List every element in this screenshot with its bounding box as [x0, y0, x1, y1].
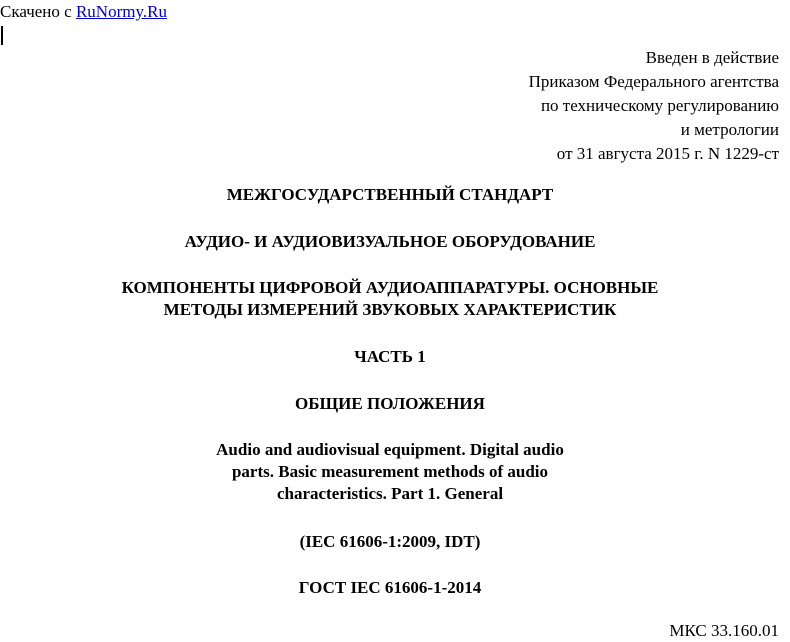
title-sub-line: МЕТОДЫ ИЗМЕРЕНИЙ ЗВУКОВЫХ ХАРАКТЕРИСТИК: [163, 300, 617, 319]
standard-title-main: [0, 231, 780, 253]
title-sub-line: КОМПОНЕНТЫ ЦИФРОВОЙ АУДИОАППАРАТУРЫ. ОСНОВНЫЕ: [121, 278, 659, 297]
standard-title-sub: [0, 277, 780, 321]
enactment-line: и метрологии: [680, 120, 779, 139]
part-title-text: ОБЩИЕ ПОЛОЖЕНИЯ: [295, 394, 485, 413]
iec-reference-text: (IEC 61606-1:2009, IDT): [299, 532, 481, 551]
gost-number-text: ГОСТ IEC 61606-1-2014: [298, 578, 482, 597]
enactment-block: [529, 46, 779, 166]
english-title-line: parts. Basic measurement methods of audio: [231, 462, 549, 481]
gost-number: [0, 577, 780, 599]
source-prefix: Скачено с: [0, 2, 76, 21]
part-number: [0, 346, 780, 368]
part-number-text: ЧАСТЬ 1: [354, 347, 426, 366]
text-cursor: [1, 26, 3, 45]
standard-type: [0, 184, 780, 206]
english-title-line: Audio and audiovisual equipment. Digital audio: [216, 440, 564, 459]
source-link[interactable]: RuNormy.Ru: [75, 2, 167, 21]
enactment-line: от 31 августа 2015 г. N 1229-ст: [556, 144, 779, 163]
english-title-line: characteristics. Part 1. General: [276, 484, 504, 503]
standard-type-text: МЕЖГОСУДАРСТВЕННЫЙ СТАНДАРТ: [226, 185, 554, 204]
part-title: [0, 393, 780, 415]
title-main-text: АУДИО- И АУДИОВИЗУАЛЬНОЕ ОБОРУДОВАНИЕ: [184, 232, 596, 251]
english-title: [0, 439, 780, 505]
iec-reference: [0, 531, 780, 553]
mks-code: МКС 33.160.01: [669, 621, 779, 640]
enactment-line: Приказом Федерального агентства: [528, 72, 779, 91]
source-line: [0, 2, 167, 22]
enactment-line: Введен в действие: [645, 48, 779, 67]
enactment-line: по техническому регулированию: [540, 96, 779, 115]
